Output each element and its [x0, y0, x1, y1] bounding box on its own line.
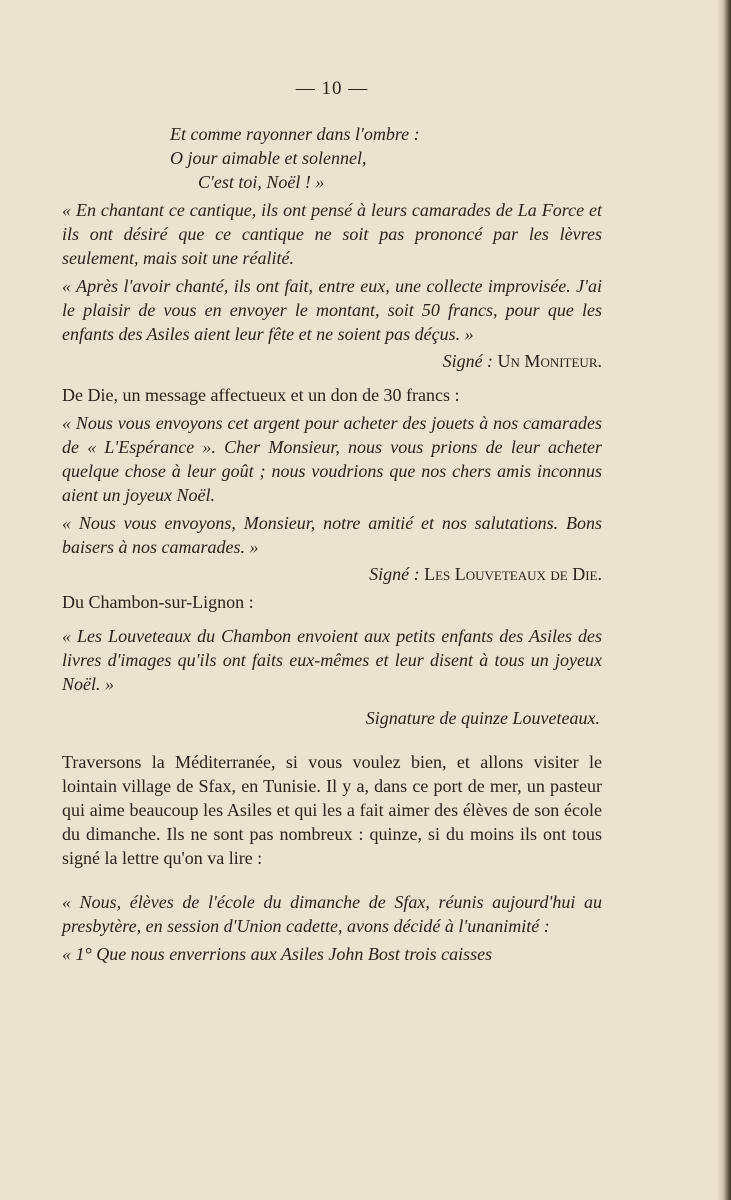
verse-line: C'est toi, Noël ! » [198, 172, 325, 192]
quote-paragraph: « Nous vous envoyons cet argent pour acheter des jouets à nos camarades de « L'Espérance ». Cher Monsieur, nous vous prions de leur acheter quelque chose à leur goût ; nous voudrions que nos chers amis inconnus aient un joyeux Noël. [62, 413, 602, 505]
quote-paragraph: « Nous vous envoyons, Monsieur, notre amitié et nos salutations. Bons baisers à nos camarades. » [62, 513, 602, 557]
quote-paragraph: « Nous, élèves de l'école du dimanche de Sfax, réunis aujourd'hui au presbytère, en session d'Union cadette, avons décidé à l'unanimité : [62, 892, 602, 936]
signature [62, 349, 602, 373]
signature-label: Signé : [442, 351, 494, 371]
paragraph: « Après l'avoir chanté, ils ont fait, entre eux, une collecte improvisée. J'ai le plaisir de vous en envoyer le montant, soit 50 francs, pour que les enfants des Asiles aient leur fête et ne soient pas déçus. » [62, 276, 602, 344]
signature [62, 562, 602, 586]
page-number: — 10 — [295, 78, 369, 99]
signature-name: Les Louveteaux de Die. [424, 564, 602, 584]
paragraph: « En chantant ce cantique, ils ont pensé à leurs camarades de La Force et ils ont désiré que ce cantique ne soit pas prononcé par les lèvres seulement, mais soit une réalité. [62, 200, 602, 268]
paragraph: De Die, un message affectueux et un don de 30 francs : [62, 385, 460, 405]
hymn-verse [62, 122, 602, 194]
verse-line: Et comme rayonner dans l'ombre : [170, 124, 420, 144]
signature-label: Signé : [369, 564, 420, 584]
paragraph: Traversons la Méditerranée, si vous voulez bien, et allons visiter le lointain village de Sfax, en Tunisie. Il y a, dans ce port de mer, un pasteur qui aime beaucoup les Asiles et qui les a fait aimer des élèves de son école du dimanche. Ils ne sont pas nombreux : quinze, si du moins ils ont tous signé la lettre qu'on va lire : [62, 752, 602, 868]
verse-line: O jour aimable et solennel, [170, 148, 367, 168]
paragraph: Du Chambon-sur-Lignon : [62, 592, 254, 612]
signature: Signature de quinze Louveteaux. [365, 708, 600, 728]
quote-paragraph: « Les Louveteaux du Chambon envoient aux petits enfants des Asiles des livres d'images qu'ils ont faits eux-mêmes et leur disent à tous un joyeux Noël. » [62, 626, 602, 694]
page-edge-shadow [717, 0, 731, 1200]
quote-paragraph: « 1° Que nous enverrions aux Asiles John Bost trois caisses [62, 944, 493, 964]
page-body [62, 78, 602, 966]
signature-name: Un Moniteur. [497, 351, 602, 371]
